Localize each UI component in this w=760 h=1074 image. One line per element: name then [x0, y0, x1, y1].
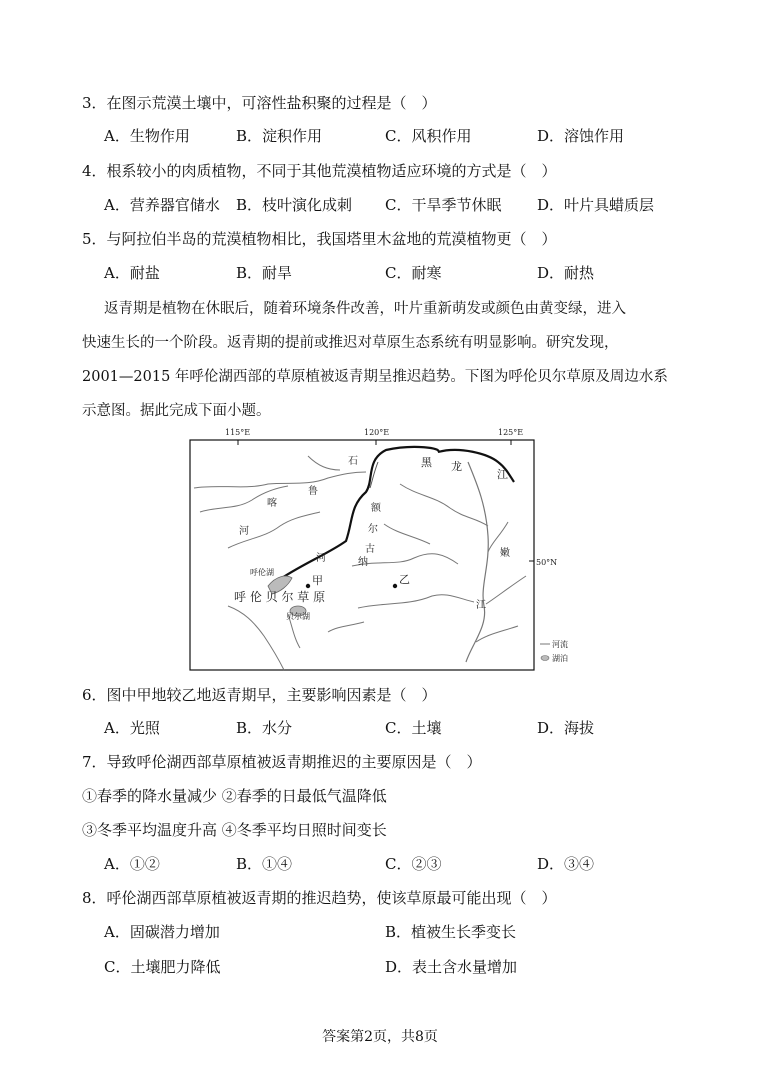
q7-option-c: C．②③ — [385, 855, 442, 873]
lon-label-120: 120°E — [364, 428, 390, 437]
label-long: 龙 — [451, 460, 462, 473]
label-he-ergun: 河 — [316, 553, 326, 564]
q7-option-a: A．①② — [104, 855, 160, 873]
q3-option-c: C．风积作用 — [385, 127, 472, 145]
q5-option-c: C．耐寒 — [385, 264, 442, 282]
label-lu: 鲁 — [308, 486, 318, 497]
label-e: 额 — [371, 503, 381, 514]
label-jiang-heilong: 江 — [497, 468, 508, 481]
passage-line-1: 返青期是植物在休眠后，随着环境条件改善，叶片重新萌发或颜色由黄变绿，进入 — [104, 301, 626, 317]
lat-label-50n: 50°N — [536, 558, 558, 567]
question-6-stem: 6．图中甲地较乙地返青期早，主要影响因素是（ ） — [82, 686, 437, 704]
q8-option-c: C．土壤肥力降低 — [104, 958, 221, 976]
lon-label-125: 125°E — [498, 428, 524, 437]
q7-statement-line-1: ①春季的降水量减少 ②春季的日最低气温降低 — [82, 787, 387, 805]
passage-line-3: 2001—2015 年呼伦湖西部的草原植被返青期呈推迟趋势。下图为呼伦贝尔草原及周边水系 — [82, 369, 668, 385]
label-hulun-lake: 呼伦湖 — [250, 568, 274, 577]
label-nen: 嫩 — [500, 548, 510, 559]
q5-option-b: B．耐旱 — [236, 264, 293, 282]
legend-lake-icon — [541, 656, 549, 661]
point-jia-dot — [306, 584, 310, 588]
label-grassland: 呼 伦 贝 尔 草 原 — [234, 590, 326, 604]
q5-option-a: A．耐盐 — [104, 264, 160, 282]
passage-line-4: 示意图。据此完成下面小题。 — [82, 403, 271, 419]
question-4-stem: 4．根系较小的肉质植物，不同于其他荒漠植物适应环境的方式是（ ） — [82, 162, 557, 180]
label-gu: 古 — [365, 544, 375, 555]
q4-option-d: D．叶片具蜡质层 — [537, 196, 655, 214]
hulunbuir-water-system-map — [188, 426, 568, 672]
question-5-stem: 5．与阿拉伯半岛的荒漠植物相比，我国塔里木盆地的荒漠植物更（ ） — [82, 230, 557, 248]
label-shi: 石 — [348, 456, 358, 467]
q4-option-b: B．枝叶演化成刺 — [236, 196, 353, 214]
label-he-kelulun: 河 — [239, 526, 249, 537]
question-8-stem: 8．呼伦湖西部草原植被返青期的推迟趋势，使该草原最可能出现（ ） — [82, 889, 557, 907]
legend-river: 河流 — [552, 640, 568, 649]
label-er: 尔 — [368, 524, 378, 535]
q3-option-d: D．溶蚀作用 — [537, 127, 625, 145]
label-buir-lake: 贝尔湖 — [286, 612, 310, 621]
q6-option-c: C．土壤 — [385, 719, 442, 737]
lon-label-115: 115°E — [225, 428, 251, 437]
q7-statement-line-2: ③冬季平均温度升高 ④冬季平均日照时间变长 — [82, 821, 387, 839]
q4-option-a: A．营养器官储水 — [104, 196, 220, 214]
q8-option-d: D．表土含水量增加 — [385, 958, 518, 976]
legend-lake: 湖泊 — [552, 654, 568, 663]
point-yi-dot — [393, 584, 397, 588]
label-hei: 黑 — [421, 456, 432, 469]
label-yi: 乙 — [399, 573, 410, 586]
passage-line-2: 快速生长的一个阶段。返青期的提前或推迟对草原生态系统有明显影响。研究发现， — [82, 335, 619, 351]
q8-option-a: A．固碳潜力增加 — [104, 923, 220, 941]
q4-option-c: C．干旱季节休眠 — [385, 196, 502, 214]
page-footer: 答案第2页，共8页 — [322, 1029, 438, 1045]
question-3-stem: 3．在图示荒漠土壤中，可溶性盐积聚的过程是（ ） — [82, 94, 437, 112]
q6-option-a: A．光照 — [104, 719, 160, 737]
q5-option-d: D．耐热 — [537, 264, 595, 282]
label-ka: 喀 — [267, 498, 277, 509]
label-jiang-nen: 江 — [476, 600, 486, 611]
q8-option-b: B．植被生长季变长 — [385, 923, 517, 941]
q6-option-b: B．水分 — [236, 719, 293, 737]
map-frame — [190, 440, 534, 670]
q7-option-b: B．①④ — [236, 855, 293, 873]
q6-option-d: D．海拔 — [537, 719, 595, 737]
question-7-stem: 7．导致呼伦湖西部草原植被返青期推迟的主要原因是（ ） — [82, 753, 482, 771]
q7-option-d: D．③④ — [537, 855, 595, 873]
q3-option-b: B．淀积作用 — [236, 127, 323, 145]
label-jia: 甲 — [312, 574, 323, 587]
q3-option-a: A．生物作用 — [104, 127, 190, 145]
label-na: 纳 — [358, 557, 368, 568]
